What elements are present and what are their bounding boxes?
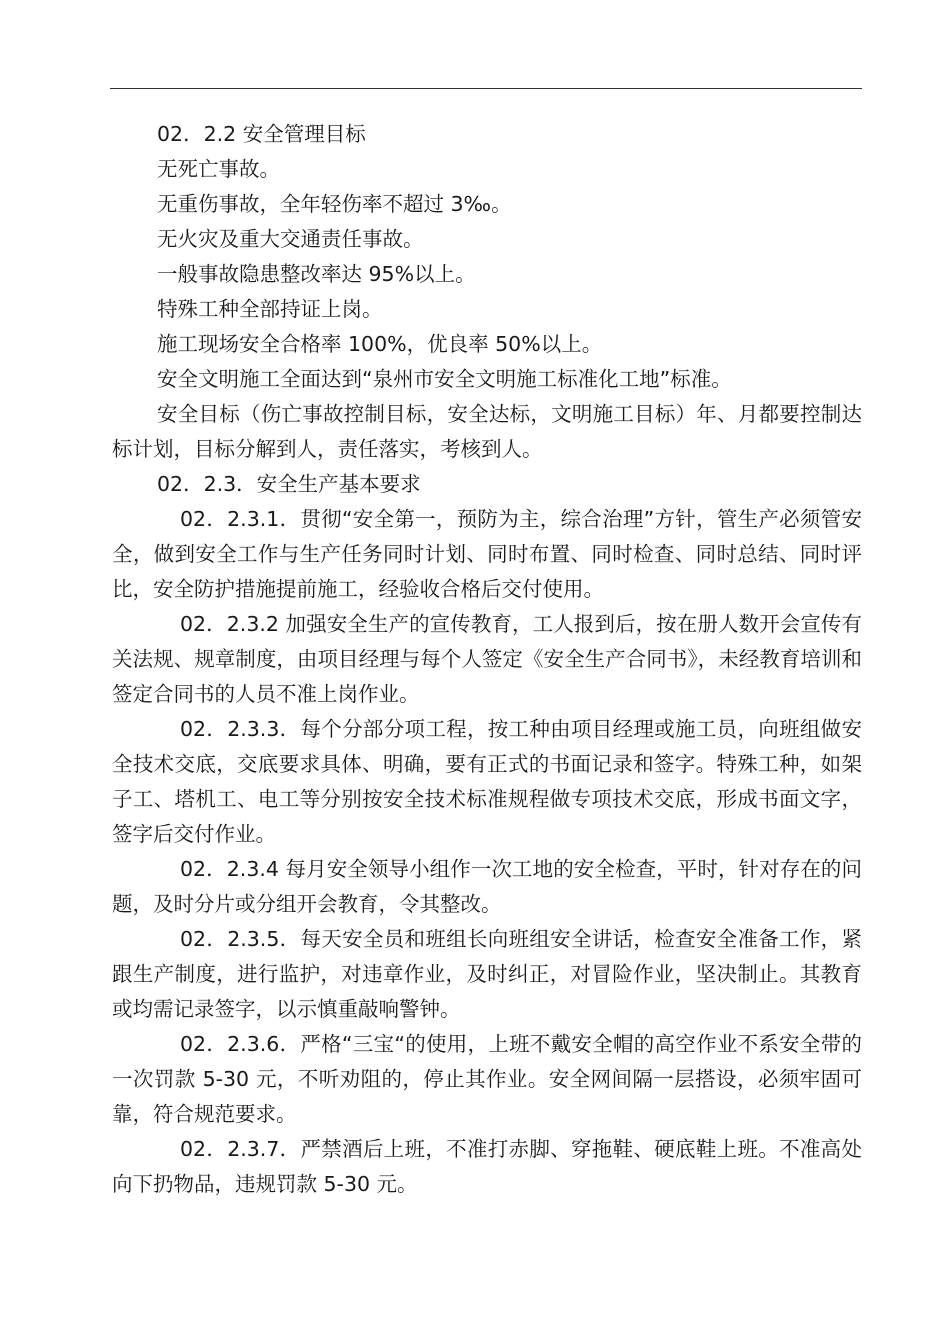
section-heading-safety-goals: 02．2.2 安全管理目标 (157, 122, 366, 146)
goal-item: 无重伤事故，全年轻伤率不超过 3‰。 (157, 192, 512, 216)
goal-item: 一般事故隐患整改率达 95%以上。 (157, 262, 476, 286)
document-body (112, 117, 862, 1202)
goal-item: 特殊工种全部持证上岗。 (157, 297, 383, 321)
requirement-paragraph: 02．2.3.4 每月安全领导小组作一次工地的安全检查，平时，针对存在的问题，及时分片或分组开会教育，令其整改。 (112, 857, 862, 916)
header-rule (110, 88, 862, 89)
goal-paragraph: 安全目标（伤亡事故控制目标，安全达标，文明施工目标）年、月都要控制达标计划，目标分解到人，责任落实，考核到人。 (112, 402, 862, 461)
section-heading-basic-requirements: 02．2.3．安全生产基本要求 (157, 472, 421, 496)
requirement-paragraph: 02．2.3.1．贯彻“安全第一，预防为主，综合治理”方针，管生产必须管安全，做到安全工作与生产任务同时计划、同时布置、同时检查、同时总结、同时评比，安全防护措施提前施工，经验收合格后交付使用。 (112, 507, 862, 601)
requirement-paragraph: 02．2.3.6．严格“三宝“的使用，上班不戴安全帽的高空作业不系安全带的一次罚款 5-30 元，不听劝阻的，停止其作业。安全网间隔一层搭设，必须牢固可靠，符合规范要求。 (112, 1032, 862, 1126)
goal-item: 安全文明施工全面达到“泉州市安全文明施工标准化工地”标准。 (157, 367, 732, 391)
requirement-paragraph: 02．2.3.2 加强安全生产的宣传教育，工人报到后，按在册人数开会宣传有关法规、规章制度，由项目经理与每个人签定《安全生产合同书》，未经教育培训和签定合同书的人员不准上岗作业。 (112, 612, 862, 706)
requirement-paragraph: 02．2.3.7．严禁酒后上班，不准打赤脚、穿拖鞋、硬底鞋上班。不准高处向下扔物品，违规罚款 5-30 元。 (112, 1137, 862, 1196)
goal-item: 施工现场安全合格率 100%，优良率 50%以上。 (157, 332, 603, 356)
requirement-paragraph: 02．2.3.5．每天安全员和班组长向班组安全讲话，检查安全准备工作，紧跟生产制度，进行监护，对违章作业，及时纠正，对冒险作业，坚决制止。其教育或均需记录签字，以示慎重敲响警钟。 (112, 927, 862, 1021)
goal-item: 无死亡事故。 (157, 157, 280, 181)
requirement-paragraph: 02．2.3.3．每个分部分项工程，按工种由项目经理或施工员，向班组做安全技术交底，交底要求具体、明确，要有正式的书面记录和签字。特殊工种，如架子工、塔机工、电工等分别按安全技术标准规程做专项技术交底，形成书面文字，签字后交付作业。 (112, 717, 862, 846)
goal-item: 无火灾及重大交通责任事故。 (157, 227, 424, 251)
